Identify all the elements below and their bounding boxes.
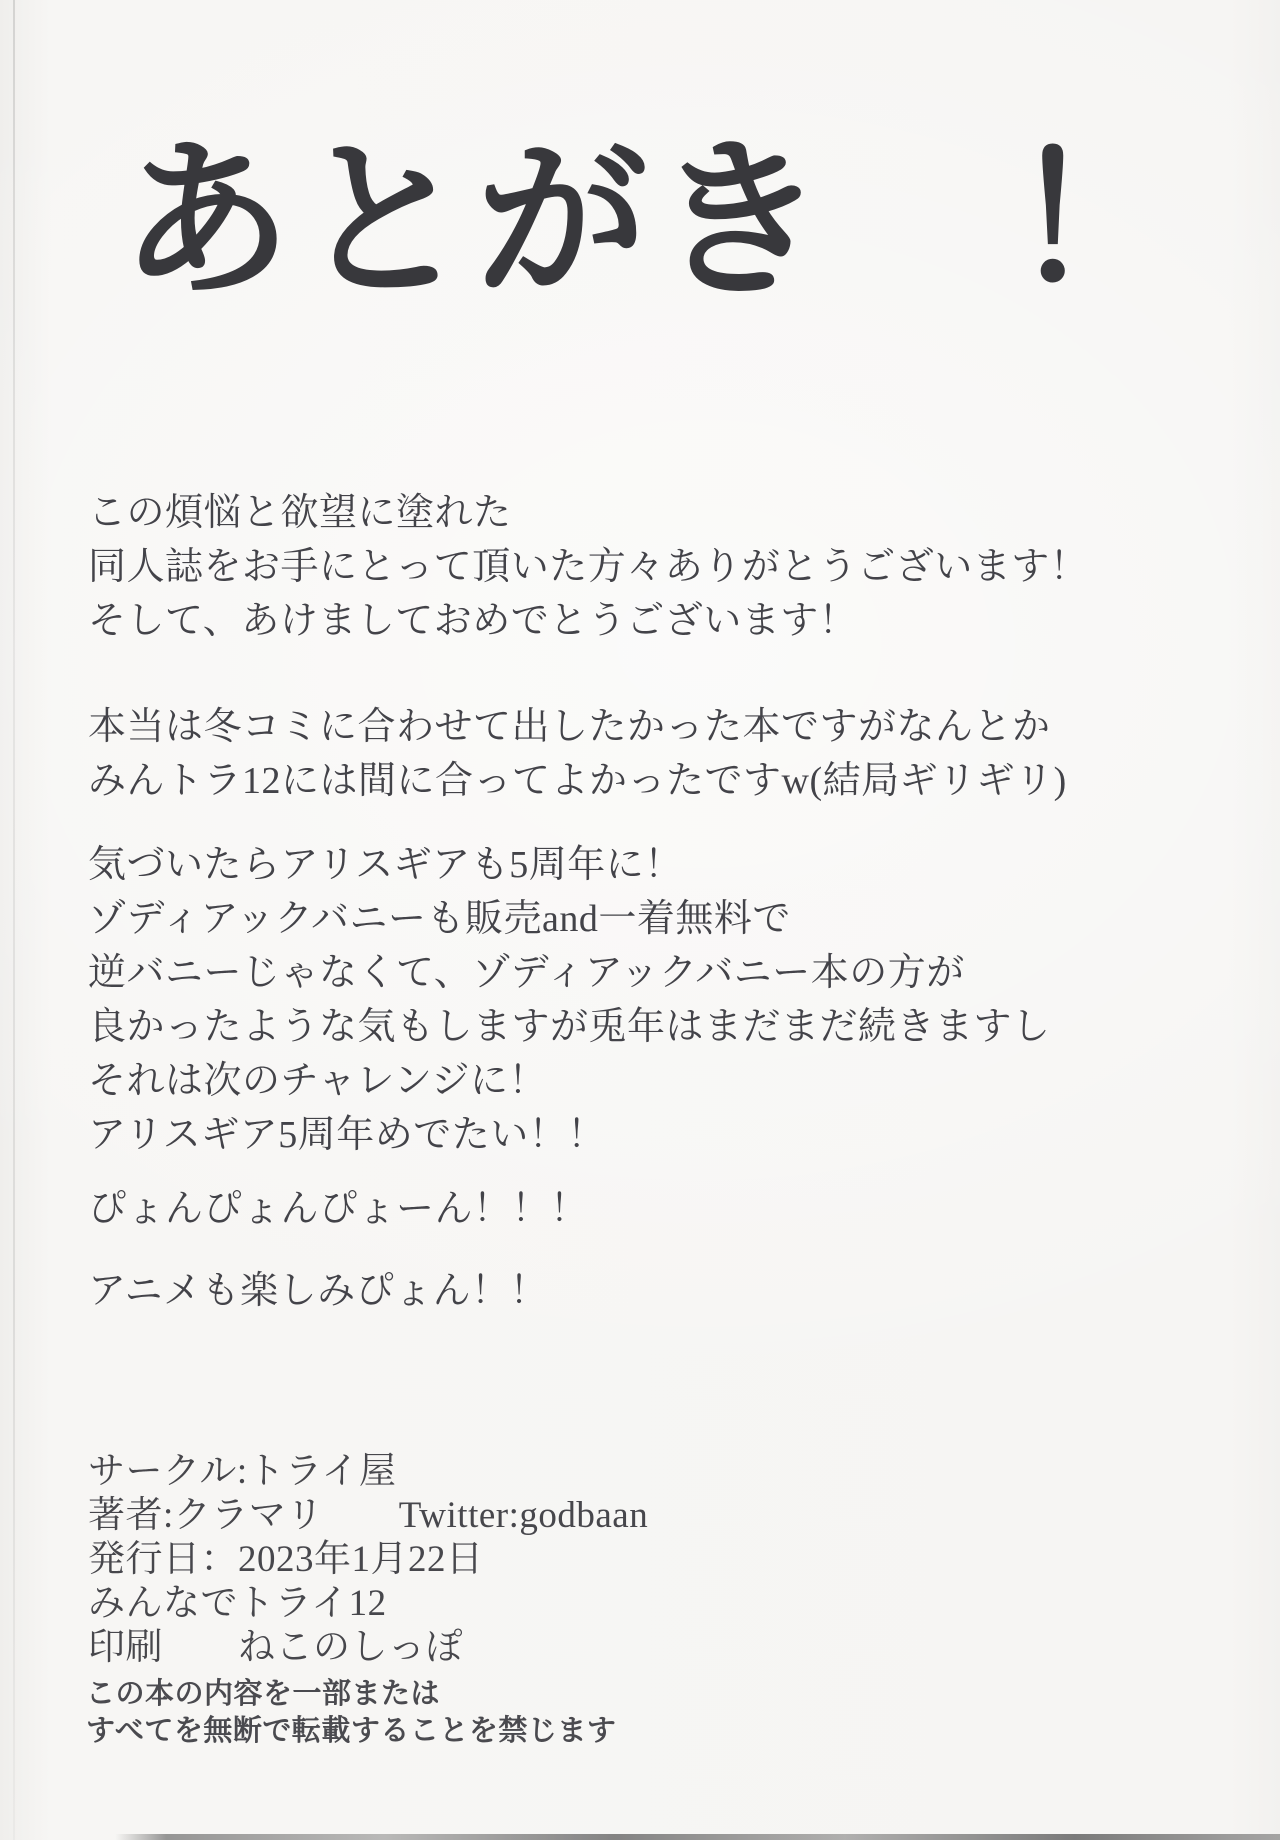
colophon-circle-line: サークル:トライ屋 <box>88 1451 397 1492</box>
text-line: みんトラ12には間に合ってよかったですw(結局ギリギリ) <box>88 760 1067 802</box>
paragraph-pyon <box>88 1182 589 1236</box>
colophon-event-line: みんなでトライ12 <box>88 1583 387 1624</box>
scan-edge-bottom <box>0 1834 1280 1840</box>
text-line: そして、あけましておめでとうございます！ <box>88 600 858 642</box>
text-line: 逆バニーじゃなくて、ゾディアックバニー本の方が <box>88 952 965 994</box>
colophon-date-line: 発行日：2023年1月22日 <box>88 1539 484 1580</box>
text-line: 同人誌をお手にとって頂いた方々ありがとうございます！ <box>88 546 1089 588</box>
text-line: 良かったような気もしますが兎年はまだまだ続きますし <box>88 1006 1051 1048</box>
text-line: この煩悩と欲望に塗れた <box>88 492 512 534</box>
text-line: 本当は冬コミに合わせて出したかった本ですがなんとか <box>88 706 1051 748</box>
text-line: ぴょんぴょんぴょーん！！！ <box>88 1188 589 1230</box>
colophon-printer-line: 印刷 ねこのしっぽ <box>88 1627 463 1668</box>
page-title: あとがき ！ <box>120 128 1188 318</box>
text-line: 気づいたらアリスギアも5周年に！ <box>88 844 683 886</box>
paragraph-thanks <box>88 486 1088 648</box>
paragraph-comiket <box>88 700 1067 808</box>
text-line: アニメも楽しみぴょん！！ <box>88 1270 549 1312</box>
text-line: アリスギア5周年めでたい！！ <box>88 1114 606 1156</box>
copyright-disclaimer <box>86 1676 616 1750</box>
paragraph-anime <box>88 1264 548 1318</box>
text-line: それは次のチャレンジに！ <box>88 1060 547 1102</box>
disclaimer-line: この本の内容を一部または <box>86 1678 441 1710</box>
colophon <box>88 1450 648 1670</box>
colophon-author-line: 著者:クラマリ Twitter:godbaan <box>88 1495 649 1536</box>
text-line: ゾディアックバニーも販売and一着無料で <box>88 898 791 940</box>
scan-artifact-left-line <box>13 0 15 1840</box>
paragraph-anniversary <box>88 838 1051 1162</box>
disclaimer-line: すべてを無断で転載することを禁じます <box>86 1715 617 1747</box>
